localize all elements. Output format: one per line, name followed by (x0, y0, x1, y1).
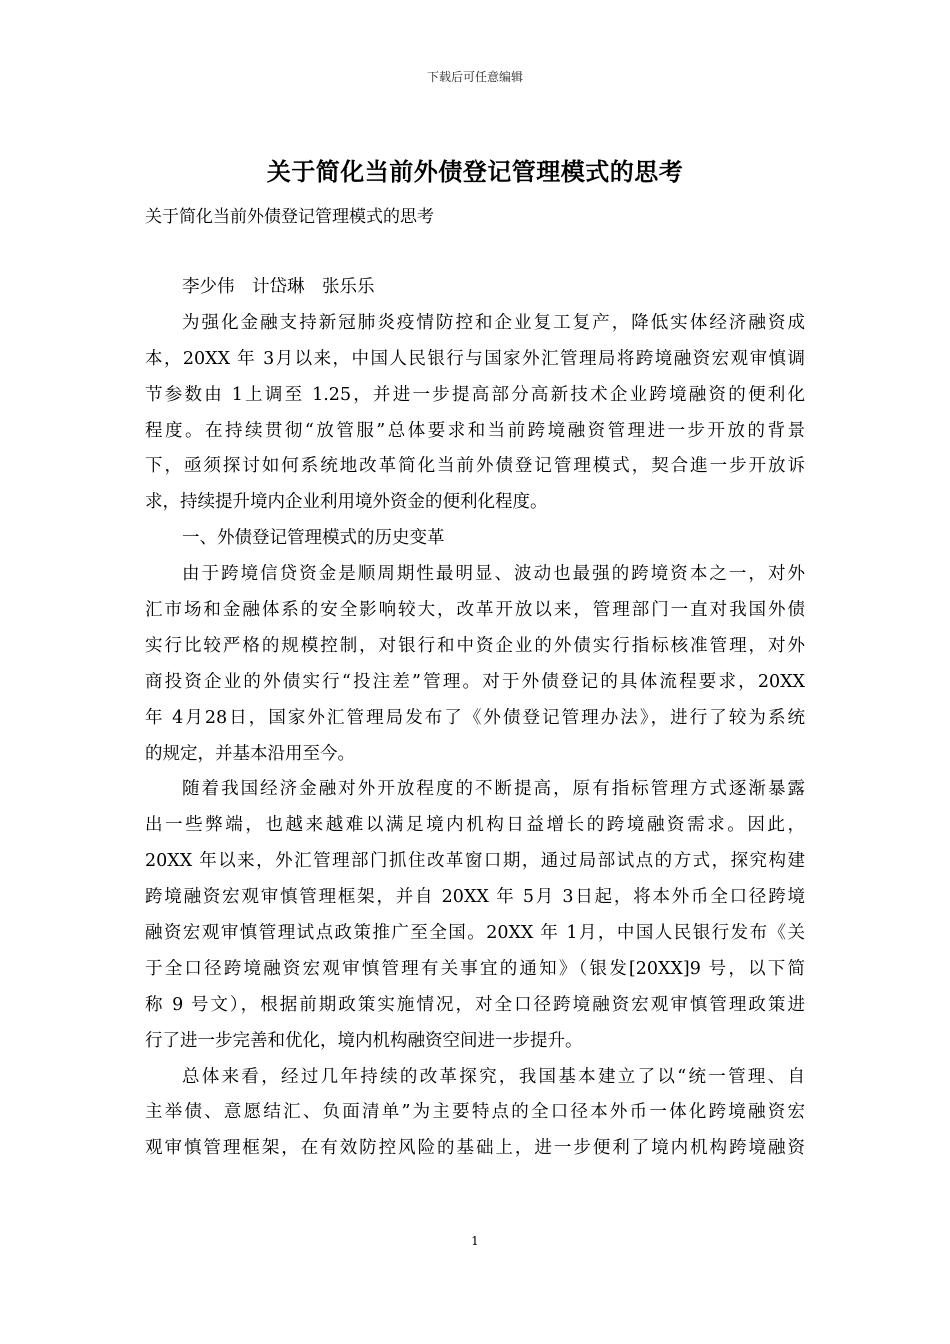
paragraph-line: 节参数由 1上调至 1.25，并进一步提高部分高新技术企业跨境融资的便利化 (145, 384, 805, 405)
paragraph-line: 融资宏观审慎管理试点政策推广至全国。20XX 年 1月，中国人民银行发布《关 (145, 923, 805, 944)
paragraph-line: 下，亟须探讨如何系统地改革简化当前外债登记管理模式，契合進一步开放诉 (145, 456, 805, 477)
paragraph-line: 跨境融资宏观审慎管理框架，并自 20XX 年 5月 3日起，将本外币全口径跨境 (145, 887, 805, 908)
paragraph-line: 汇市场和金融体系的安全影响较大，改革开放以来，管理部门一直对我国外债 (145, 600, 805, 621)
paragraph-line: 实行比较严格的规模控制，对银行和中资企业的外债实行指标核准管理，对外 (145, 635, 805, 656)
paragraph-line: 称 9 号文），根据前期政策实施情况，对全口径跨境融资宏观审慎管理政策进 (145, 994, 805, 1015)
body-text (145, 270, 805, 1167)
section-heading: 一、外债登记管理模式的历史变革 (182, 528, 445, 549)
paragraph-line: 的规定，并基本沿用至今。 (145, 743, 355, 764)
document-subtitle: 关于简化当前外债登记管理模式的思考 (145, 207, 434, 227)
authors-line: 李少伟 计岱琳 张乐乐 (182, 277, 375, 297)
paragraph-line: 随着我国经济金融对外开放程度的不断提高，原有指标管理方式逐渐暴露 (182, 779, 805, 800)
paragraph-line: 行了进一步完善和优化，境内机构融资空间进一步提升。 (145, 1030, 583, 1051)
paragraph-line: 为强化金融支持新冠肺炎疫情防控和企业复工复产，降低实体经济融资成 (182, 312, 805, 333)
paragraph-line: 由于跨境信贷资金是顺周期性最明显、波动也最强的跨境资本之一，对外 (182, 564, 805, 585)
paragraph-line: 求，持续提升境内企业利用境外资金的便利化程度。 (145, 492, 548, 513)
paragraph-line: 出一些弊端，也越来越难以满足境内机构日益增长的跨境融资需求。因此， (145, 815, 805, 836)
paragraph-line: 本，20XX 年 3月以来，中国人民银行与国家外汇管理局将跨境融资宏观审慎调 (145, 348, 805, 369)
paragraph-line: 商投资企业的外债实行“投注差”管理。对于外债登记的具体流程要求，20XX (145, 671, 805, 692)
paragraph-line: 观审慎管理框架，在有效防控风险的基础上，进一步便利了境内机构跨境融资 (145, 1138, 805, 1159)
paragraph-line: 于全口径跨境融资宏观审慎管理有关事宜的通知》（银发[20XX]9 号，以下简 (145, 958, 805, 979)
paragraph-line: 主举债、意愿结汇、负面清单”为主要特点的全口径本外币一体化跨境融资宏 (145, 1102, 805, 1123)
document-title: 关于简化当前外债登记管理模式的思考 (266, 157, 684, 186)
paragraph-line: 程度。在持续贯彻“放管服”总体要求和当前跨境融资管理进一步开放的背景 (145, 420, 805, 441)
paragraph-line: 年 4月28日，国家外汇管理局发布了《外债登记管理办法》，进行了较为系统 (145, 707, 805, 728)
page-number: 1 (471, 1234, 479, 1248)
header-note: 下载后可任意编辑 (426, 70, 523, 84)
paragraph-line: 总体来看，经过几年持续的改革探究，我国基本建立了以“统一管理、自 (182, 1066, 805, 1087)
paragraph-line: 20XX 年以来，外汇管理部门抓住改革窗口期，通过局部试点的方式，探究构建 (145, 851, 805, 872)
